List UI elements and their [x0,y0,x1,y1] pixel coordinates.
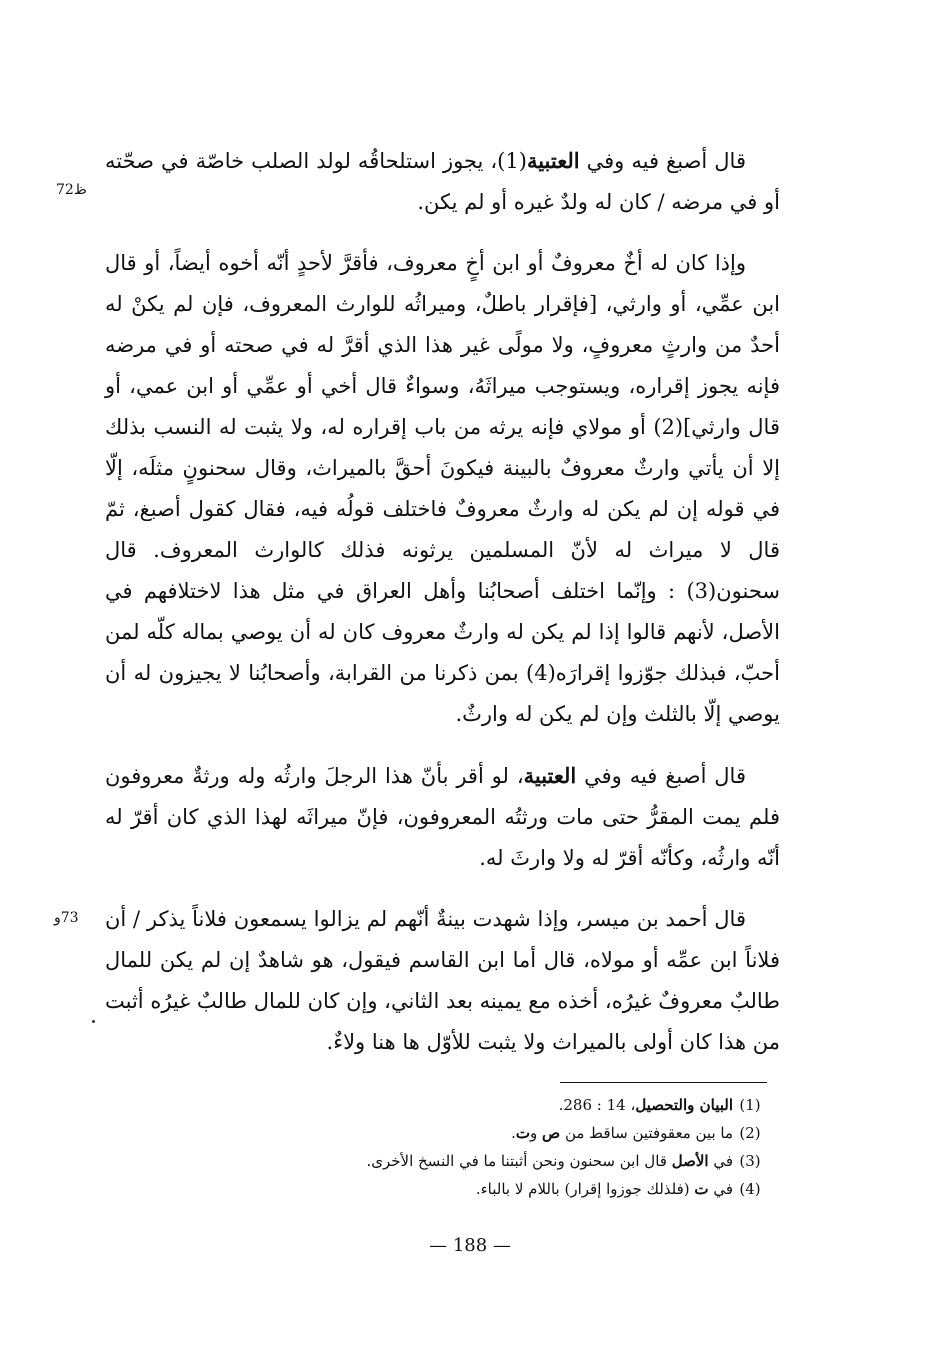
bold-term: العتبية [523,763,577,788]
bold-term: ص [542,1124,561,1142]
text-run: في [708,1180,733,1198]
bold-term: ت [694,1180,709,1198]
footnote-number: (2) [739,1124,761,1142]
paragraph [105,755,780,879]
footnote [167,1175,767,1203]
text-run: (1)، يجوز استلحاقُه لولد الصلب خاصّة في صحّته أو في مرضه / كان له ولدٌ غيره أو لم يكن. [105,149,780,214]
footnote-text [167,1175,733,1203]
main-text [105,140,780,1083]
footnote [167,1147,767,1175]
text-run: ما بين معقوفتين ساقط من [560,1124,733,1142]
folio-marker-73: 73و [54,910,79,926]
text-run: قال أصبغ فيه وفي [579,149,746,173]
footnote-number: (3) [739,1152,761,1170]
paragraph [105,243,780,735]
footnote-separator [560,1082,767,1083]
paragraph [105,140,780,223]
bold-term: الأصل [671,1152,709,1170]
text-run: (فلذلك جوزوا إقرار) باللام لا بالباء. [475,1180,695,1198]
folio-marker-72: ظ72 [56,182,87,198]
scan-speck [92,1020,95,1023]
footnote-number: (4) [739,1180,761,1198]
footnote-text [167,1091,733,1119]
bold-term: ت [515,1124,531,1142]
footnote [167,1091,767,1119]
text-run: ، 14 : 286. [558,1096,636,1114]
bold-term: العتبية [526,148,580,173]
bold-term: البيان والتحصيل [635,1096,733,1114]
text-run: ، لو أقر بأنّ هذا الرجلَ وارثُه وله ورثةٌ معروفون فلم يمت المقرُّ حتى مات ورثتُه المعروفون، فإنّ ميراثَه لهذا الذي كان أقرّ له أنّه وارثُه، وكأنّه أقرّ له ولا وارثَ له. [105,764,780,870]
footnote [167,1119,767,1147]
footnote-number: (1) [739,1096,761,1114]
footnote-text [167,1119,733,1147]
text-run: قال أحمد بن ميسر، وإذا شهدت بينةٌ أنّهم لم يزالوا يسمعون فلاناً يذكر / أن فلاناً ابن عمِّه أو مولاه، قال أما ابن القاسم فيقول، هو شاهدٌ إن لم يكن للمال طالبٌ معروفٌ غيرُه، أخذه مع يمينه بعد الثاني، وإن كان للمال طالبٌ غيرُه أثبت من هذا كان أولى بالميراث ولا يثبت للأوّل ها هنا ولاءٌ. [105,907,780,1054]
page-number: — 188 — [429,1235,511,1256]
text-run: في [708,1152,733,1170]
footnote-text [167,1147,733,1175]
text-run: . [511,1124,516,1142]
text-run: قال ابن سحنون ونحن أثبتنا ما في النسخ الأخرى. [366,1152,672,1170]
footnotes [167,1091,767,1203]
paragraph [105,899,780,1063]
text-run: قال أصبغ فيه وفي [576,764,746,788]
text-run: و [530,1124,543,1142]
text-run: وإذا كان له أخٌ معروفٌ أو ابن أخٍ معروف، فأقرَّ لأحدٍ أنّه أخوه أيضاً، أو قال ابن عمِّي، أو وارثي، [فإقرار باطلٌ، وميراثُه للوارث المعروف، فإن لم يكنْ له أحدٌ من وارثٍ معروفٍ، ولا مولًى غير هذا الذي أقرَّ له في صحته أو في مرضه فإنه يجوز إقراره، ويستوجب ميراثَهُ، وسواءٌ قال أخي أو عمِّي أو ابن عمي، أو قال وارثي](2) أو مولاي فإنه يرثه من باب إقراره له، ولا يثبت له النسب بذلك إلا أن يأتي وارثٌ معروفٌ بالبينة فيكونَ أحقَّ بالميراث، وقال سحنونٍ مثلَه، إلّا في قوله إن لم يكن له وارثٌ معروفٌ فاختلف قولُه فيه، فقال كقول أصبغ، ثمّ قال لا ميراث له لأنّ المسلمين يرثونه فذلك كالوارث المعروف. قال سحنون(3) : وإنّما اختلف أصحابُنا وأهل العراق في مثل هذا لاختلافهم في الأصل، لأنهم قالوا إذا لم يكن له وارثٌ معروف كان له أن يوصي بماله كلّه لمن أحبّ، فبذلك جوّزوا إقرارَه(4) بمن ذكرنا من القرابة، وأصحابُنا لا يجيزون له أن يوصي إلّا بالثلث وإن لم يكن له وارثٌ. [105,251,780,726]
